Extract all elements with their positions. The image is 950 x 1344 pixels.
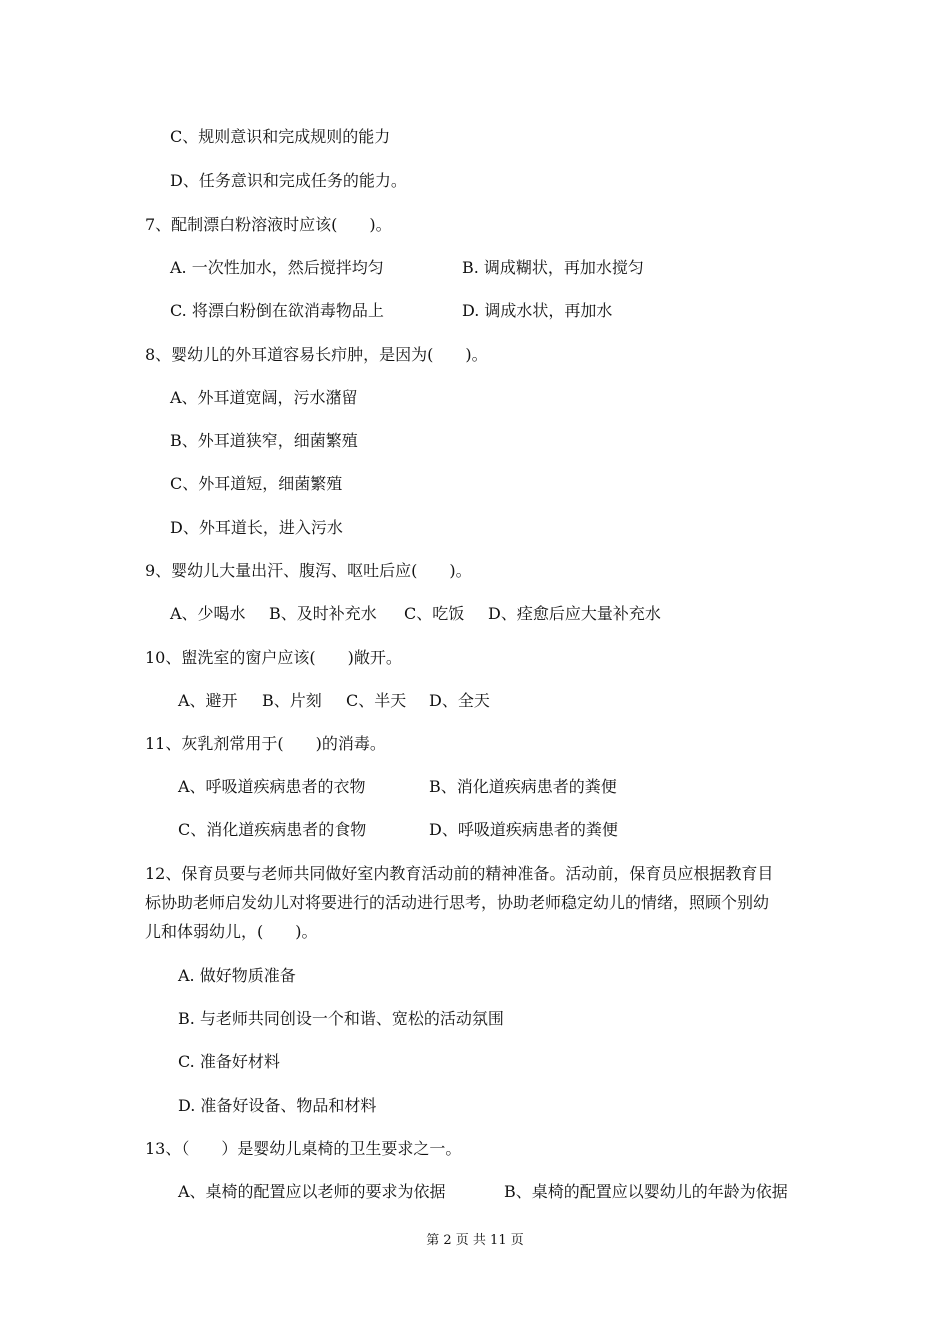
q10-option-d: D、全天: [429, 691, 490, 710]
q10-option-b: B、片刻: [262, 691, 322, 710]
q11-stem: 11、灰乳剂常用于( )的消毒。: [145, 734, 386, 753]
q7-option-d: D. 调成水状，再加水: [462, 301, 613, 320]
page-number-footer: 第 2 页 共 11 页: [426, 1233, 524, 1248]
q13-option-a: A、桌椅的配置应以老师的要求为依据: [178, 1182, 446, 1201]
q12-stem-line-2: 标协助老师启发幼儿对将要进行的活动进行思考，协助老师稳定幼儿的情绪，照顾个别幼: [145, 893, 770, 912]
q7-option-a: A. 一次性加水，然后搅拌均匀: [170, 258, 384, 277]
q7-option-b: B. 调成糊状，再加水搅匀: [462, 258, 644, 277]
q9-option-d: D、痊愈后应大量补充水: [488, 604, 661, 623]
q11-option-b: B、消化道疾病患者的粪便: [429, 777, 617, 796]
q12-option-c: C. 准备好材料: [178, 1052, 280, 1071]
q11-option-a: A、呼吸道疾病患者的衣物: [178, 777, 366, 796]
q12-option-d: D. 准备好设备、物品和材料: [178, 1096, 377, 1115]
q10-stem: 10、盥洗室的窗户应该( )敞开。: [145, 648, 402, 667]
q13-stem: 13、（ ）是婴幼儿桌椅的卫生要求之一。: [145, 1139, 462, 1158]
q12-option-b: B. 与老师共同创设一个和谐、宽松的活动氛围: [178, 1009, 504, 1028]
q10-option-a: A、避开: [178, 691, 238, 710]
q6-option-c: C、规则意识和完成规则的能力: [170, 127, 391, 146]
q8-option-d: D、外耳道长，进入污水: [170, 518, 343, 537]
q13-option-b: B、桌椅的配置应以婴幼儿的年龄为依据: [504, 1182, 788, 1201]
q8-stem: 8、婴幼儿的外耳道容易长疖肿，是因为( )。: [145, 345, 488, 364]
q11-option-d: D、呼吸道疾病患者的粪便: [429, 820, 618, 839]
q10-option-c: C、半天: [346, 691, 407, 710]
q6-option-d: D、任务意识和完成任务的能力。: [170, 171, 407, 190]
q7-option-c: C. 将漂白粉倒在欲消毒物品上: [170, 301, 384, 320]
q12-stem-line-1: 12、保育员要与老师共同做好室内教育活动前的精神准备。活动前，保育员应根据教育目: [145, 864, 774, 883]
q9-option-b: B、及时补充水: [269, 604, 377, 623]
q9-option-a: A、少喝水: [170, 604, 246, 623]
q8-option-c: C、外耳道短，细菌繁殖: [170, 474, 343, 493]
q7-stem: 7、配制漂白粉溶液时应该( )。: [145, 215, 392, 234]
q9-stem: 9、婴幼儿大量出汗、腹泻、呕吐后应( )。: [145, 561, 472, 580]
q12-stem-line-3: 儿和体弱幼儿，( )。: [145, 922, 318, 941]
q12-option-a: A. 做好物质准备: [178, 966, 296, 985]
q8-option-b: B、外耳道狭窄，细菌繁殖: [170, 431, 358, 450]
q8-option-a: A、外耳道宽阔，污水潴留: [170, 388, 358, 407]
q9-option-c: C、吃饭: [404, 604, 465, 623]
q11-option-c: C、消化道疾病患者的食物: [178, 820, 367, 839]
